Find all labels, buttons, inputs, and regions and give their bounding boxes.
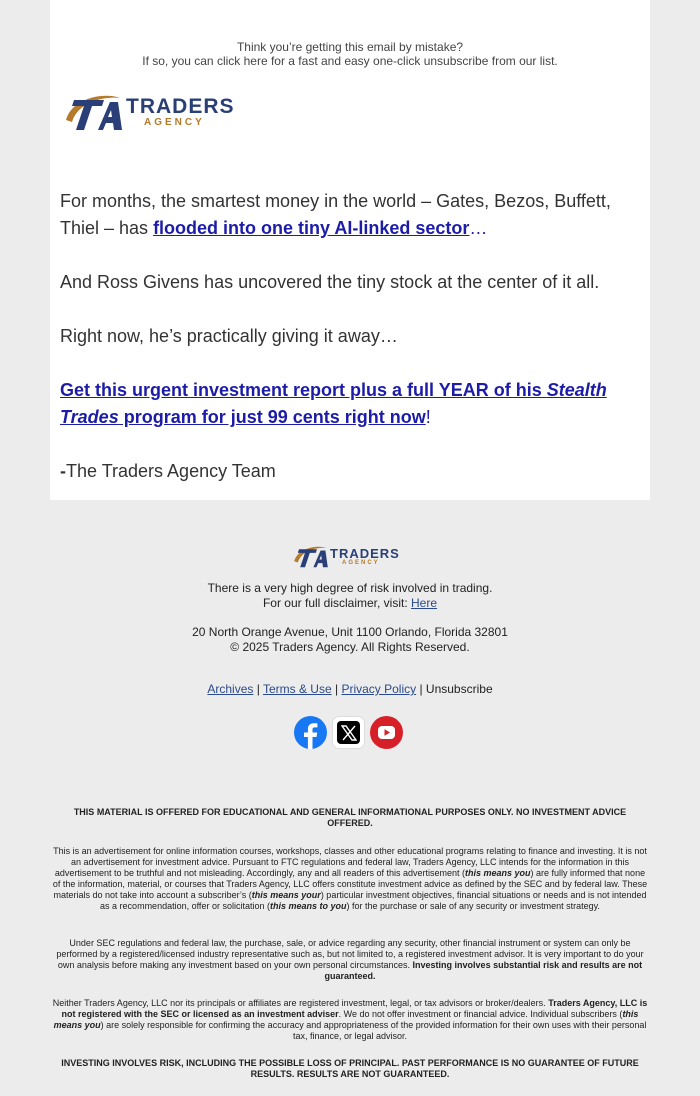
- stock-paragraph: And Ross Givens has uncovered the tiny stock at the center of it all.: [60, 272, 600, 292]
- legal-text: . We do not offer investment or financial advice. Individual subscribers (: [338, 1009, 623, 1019]
- cta-text-1: Get this urgent investment report plus a full YEAR of his: [60, 380, 547, 400]
- legal-text: Neither Traders Agency, LLC nor its principals or affiliates are registered investment, legal, or tax advisors or broker/dealers.: [52, 998, 549, 1008]
- footer-risk: [0, 581, 700, 611]
- risk-text: There is a very high degree of risk involved in trading.: [207, 581, 493, 595]
- archives-link[interactable]: Archives: [207, 682, 254, 696]
- traders-agency-logo: [64, 90, 235, 134]
- disclaimer-line: [0, 596, 700, 611]
- intro-paragraph: [60, 188, 630, 242]
- legal-closing: INVESTING INVOLVES RISK, INCLUDING THE POSSIBLE LOSS OF PRINCIPAL. PAST PERFORMANCE IS NO GUARANTEE OF FUTURE RESULTS. RESULTS ARE NOT GUARANTEED.: [61, 1058, 639, 1079]
- link-separator: |: [416, 682, 426, 696]
- legal-emphasis: Traders Agency, LLC is not registered with the SEC or licensed as an investment adviser: [61, 998, 648, 1019]
- intro-ellipsis: …: [469, 218, 488, 238]
- legal-text: This is an advertisement for online information courses, workshops, classes and other educational programs relating to finance and investing. It is not an advertisement for investment advice. Pursuant to FTC regulations and federal law, Traders Agency, LLC intends for the information in this advertisement to be truthful and not misleading. Accordingly, any and all readers of this advertisement (: [53, 846, 647, 878]
- address-text: 20 North Orange Avenue, Unit 1100 Orlando, Florida 32801: [192, 625, 508, 639]
- legal-text: ) are solely responsible for confirming the accuracy and appropriateness of the provided information for their own uses with their personal tax, finance, or legal advisor.: [100, 1020, 647, 1041]
- x-twitter-icon[interactable]: [332, 716, 365, 749]
- intro-text: For months, the smartest money in the world – Gates, Bezos, Buffett, Thiel – has: [60, 191, 611, 238]
- legal-emphasis: Investing involves substantial risk and results are not guaranteed.: [324, 960, 643, 981]
- signature: [60, 458, 630, 485]
- footer-address: [0, 625, 700, 655]
- legal-paragraph-2: [52, 938, 648, 982]
- legal-emphasis: this means you: [464, 868, 531, 878]
- legal-text: ) particular investment objectives, financial situations or needs and is not intended as a recommendation, offer or solicitation (: [100, 890, 647, 911]
- unsubscribe-link[interactable]: Unsubscribe: [425, 682, 493, 696]
- legal-text: ) for the purchase or sale of any security or investment strategy.: [346, 901, 600, 911]
- ta-monogram-icon: [64, 90, 124, 134]
- signature-dash: -: [60, 461, 66, 481]
- legal-heading: THIS MATERIAL IS OFFERED FOR EDUCATIONAL AND GENERAL INFORMATIONAL PURPOSES ONLY. NO INVESTMENT ADVICE OFFERED.: [73, 807, 627, 828]
- footer-logo: [293, 543, 400, 570]
- logo-word-agency: AGENCY: [144, 117, 205, 128]
- disclaimer-link[interactable]: Here: [411, 596, 438, 610]
- signature-text: The Traders Agency Team: [66, 461, 276, 481]
- copyright-text: © 2025 Traders Agency. All Rights Reserved.: [230, 640, 470, 654]
- unsubscribe-notice[interactable]: [50, 40, 650, 68]
- legal-text: Under SEC regulations and federal law, the purchase, sale, or advice regarding any security, other financial instrument or system can only be performed by a registered/licensed industry representative such as, but not limited to, a registered investment advisor. It is very important to do your own analysis before making any investment based on your own personal circumstances.: [56, 938, 644, 970]
- legal-text: ) are fully informed that none of the information, material, or courses that Traders Agency, LLC offers constitute investment advice as defined by the SEC and by federal law. These materials do not take into account a subscriber’s (: [52, 868, 648, 900]
- footer-logo-word-agency: AGENCY: [342, 559, 380, 566]
- footer-links: [0, 682, 700, 697]
- cta-paragraph: [60, 377, 630, 431]
- notice-line-1: Think you’re getting this email by mistake?: [236, 40, 464, 54]
- terms-link[interactable]: Terms & Use: [262, 682, 332, 696]
- cta-link[interactable]: [60, 380, 607, 427]
- disclaimer-prefix: For our full disclaimer, visit:: [262, 596, 412, 610]
- offer-paragraph: Right now, he’s practically giving it away…: [60, 326, 398, 346]
- social-links: [294, 716, 403, 749]
- logo-word-traders: TRADERS: [126, 95, 235, 118]
- footer-logo-word-traders: TRADERS: [330, 545, 400, 561]
- link-separator: |: [253, 682, 263, 696]
- link-separator: |: [331, 682, 342, 696]
- cta-text-2: program for just 99 cents right now: [118, 407, 426, 427]
- cta-text-italic: Stealth Trades: [60, 380, 607, 427]
- legal-emphasis: this means to you: [269, 901, 347, 911]
- facebook-icon[interactable]: [294, 716, 327, 749]
- legal-paragraph-3: [52, 998, 648, 1042]
- legal-emphasis: this means you: [53, 1009, 639, 1030]
- legal-paragraph-1: [52, 846, 648, 912]
- notice-line-2[interactable]: If so, you can click here for a fast and easy one-click unsubscribe from our list.: [142, 54, 558, 68]
- youtube-icon[interactable]: [370, 716, 403, 749]
- sector-link[interactable]: flooded into one tiny AI-linked sector: [153, 218, 470, 238]
- legal-emphasis: this means your: [251, 890, 321, 900]
- ta-monogram-icon: [293, 543, 329, 570]
- email-card: [50, 0, 650, 500]
- privacy-link[interactable]: Privacy Policy: [341, 682, 417, 696]
- cta-exclamation: !: [425, 407, 431, 427]
